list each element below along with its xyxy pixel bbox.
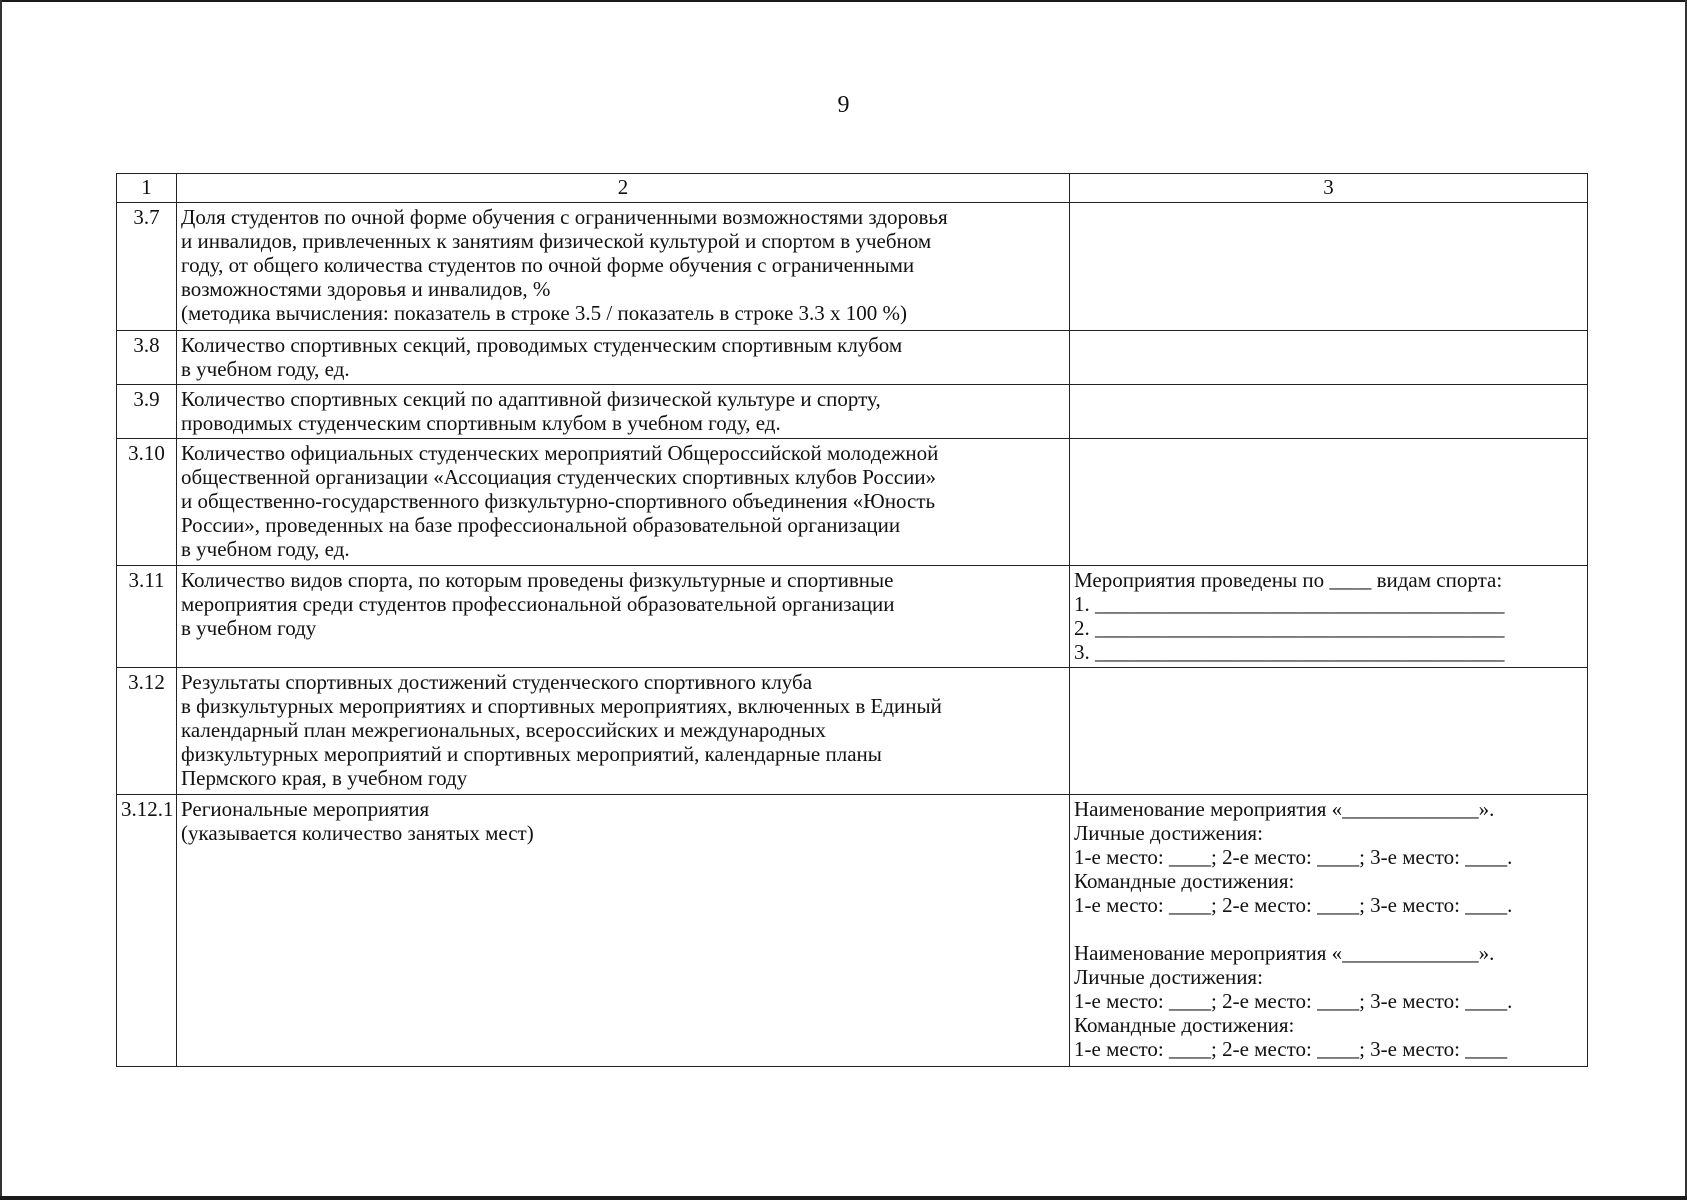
indicators-table	[116, 173, 1588, 1067]
value-line: 2. _______________________________________	[1074, 616, 1505, 640]
indicator-value-cell	[1070, 385, 1588, 439]
header-cell-2: 2	[177, 174, 1070, 203]
description-line: Региональные мероприятия	[181, 797, 430, 821]
value-line: 1-е место: ____; 2-е место: ____; 3-е место: ____.	[1074, 845, 1513, 869]
indicator-value-cell	[1070, 331, 1588, 385]
description-line: году, от общего количества студентов по очной форме обучения с ограниченными	[181, 253, 915, 277]
indicator-description-cell	[177, 566, 1070, 668]
row-number-cell: 3.12	[117, 668, 177, 795]
value-line: 3. _______________________________________	[1074, 640, 1505, 664]
table-row	[117, 203, 1588, 331]
page-number: 9	[837, 92, 850, 118]
description-line: Пермского края, в учебном году	[181, 766, 468, 790]
value-line: Мероприятия проведены по ____ видам спорта:	[1074, 568, 1503, 592]
description-line: (методика вычисления: показатель в строке 3.5 / показатель в строке 3.3 х 100 %)	[181, 301, 907, 325]
indicator-description-cell	[177, 331, 1070, 385]
row-number-cell: 3.11	[117, 566, 177, 668]
description-line: (указывается количество занятых мест)	[181, 821, 534, 845]
scan-edge-top	[0, 0, 1687, 2]
indicator-value-cell	[1070, 566, 1588, 668]
description-line: возможностями здоровья и инвалидов, %	[181, 277, 551, 301]
value-line: Личные достижения:	[1074, 821, 1263, 845]
row-number-cell: 3.10	[117, 439, 177, 566]
description-line: и общественно-государственного физкультурно-спортивного объединения «Юность	[181, 489, 936, 513]
value-line: 1. _______________________________________	[1074, 592, 1505, 616]
table-row	[117, 331, 1588, 385]
table-row	[117, 385, 1588, 439]
header-cell-3: 3	[1070, 174, 1588, 203]
description-line: в физкультурных мероприятиях и спортивных мероприятиях, включенных в Единый	[181, 694, 942, 718]
table-header-row	[117, 174, 1588, 203]
table-body	[117, 174, 1588, 1067]
indicator-value-cell	[1070, 668, 1588, 795]
value-spacer	[1074, 917, 1583, 941]
row-number-cell: 3.8	[117, 331, 177, 385]
indicator-description-cell	[177, 668, 1070, 795]
description-line: календарный план межрегиональных, всероссийских и международных	[181, 718, 826, 742]
scan-edge-left	[0, 0, 2, 1200]
description-line: и инвалидов, привлеченных к занятиям физической культурой и спортом в учебном	[181, 229, 932, 253]
indicator-description-cell	[177, 439, 1070, 566]
indicator-value-cell	[1070, 203, 1588, 331]
scan-edge-bottom	[0, 1196, 1687, 1200]
description-line: общественной организации «Ассоциация студенческих спортивных клубов России»	[181, 465, 937, 489]
value-line: 1-е место: ____; 2-е место: ____; 3-е место: ____	[1074, 1037, 1508, 1061]
description-line: физкультурных мероприятий и спортивных мероприятий, календарные планы	[181, 742, 882, 766]
description-line: Количество официальных студенческих мероприятий Общероссийской молодежной	[181, 441, 939, 465]
row-number-cell: 3.12.1	[117, 795, 177, 1067]
description-line: в учебном году	[181, 616, 317, 640]
indicator-description-cell	[177, 795, 1070, 1067]
description-line: Количество спортивных секций по адаптивной физической культуре и спорту,	[181, 387, 881, 411]
description-line: Количество видов спорта, по которым проведены физкультурные и спортивные	[181, 568, 894, 592]
value-line: Личные достижения:	[1074, 965, 1263, 989]
row-number-cell: 3.7	[117, 203, 177, 331]
indicator-description-cell	[177, 203, 1070, 331]
value-line: 1-е место: ____; 2-е место: ____; 3-е место: ____.	[1074, 989, 1513, 1013]
indicator-value-cell	[1070, 439, 1588, 566]
table-row	[117, 668, 1588, 795]
table-row	[117, 795, 1588, 1067]
value-line: 1-е место: ____; 2-е место: ____; 3-е место: ____.	[1074, 893, 1513, 917]
table-row	[117, 439, 1588, 566]
description-line: России», проведенных на базе профессиональной образовательной организации	[181, 513, 901, 537]
description-line: Доля студентов по очной форме обучения с ограниченными возможностями здоровья	[181, 205, 948, 229]
description-line: мероприятия среди студентов профессиональной образовательной организации	[181, 592, 895, 616]
value-line: Наименование мероприятия «_____________».	[1074, 941, 1495, 965]
indicator-value-cell	[1070, 795, 1588, 1067]
header-cell-1: 1	[117, 174, 177, 203]
description-line: Результаты спортивных достижений студенческого спортивного клуба	[181, 670, 813, 694]
value-line: Командные достижения:	[1074, 869, 1295, 893]
description-line: в учебном году, ед.	[181, 537, 350, 561]
row-number-cell: 3.9	[117, 385, 177, 439]
description-line: в учебном году, ед.	[181, 357, 350, 381]
value-line: Наименование мероприятия «_____________».	[1074, 797, 1495, 821]
description-line: Количество спортивных секций, проводимых студенческим спортивным клубом	[181, 333, 903, 357]
table-row	[117, 566, 1588, 668]
indicator-description-cell	[177, 385, 1070, 439]
value-line: Командные достижения:	[1074, 1013, 1295, 1037]
description-line: проводимых студенческим спортивным клубом в учебном году, ед.	[181, 411, 781, 435]
